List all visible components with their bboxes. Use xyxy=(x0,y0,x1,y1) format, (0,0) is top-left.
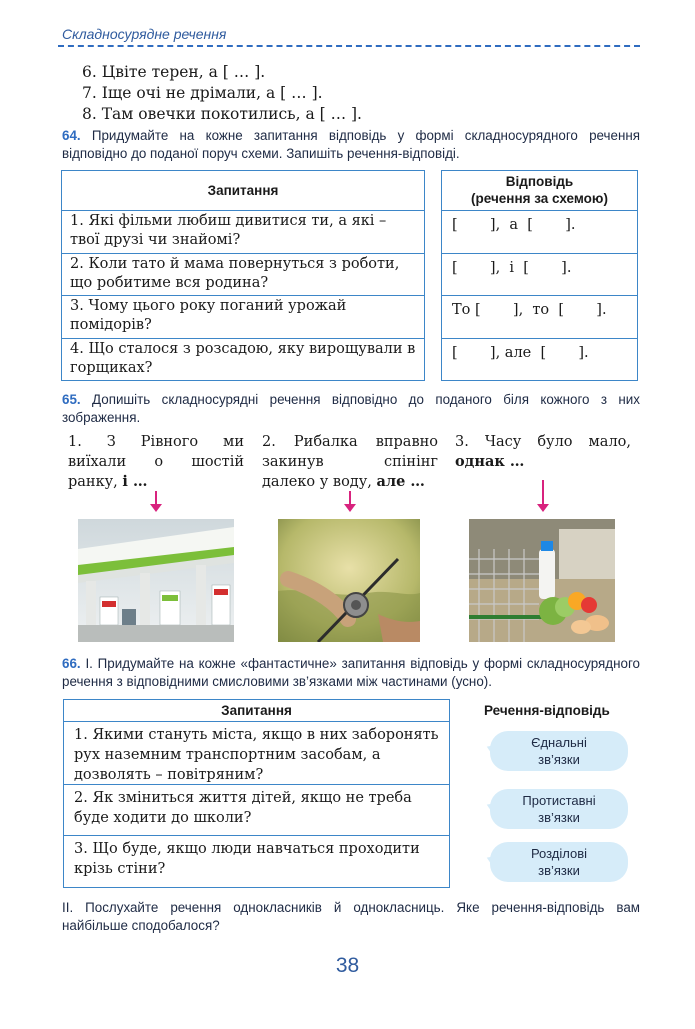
list-item: 6. Цвіте терен, а [ … ]. xyxy=(82,63,266,81)
task-64-instruction xyxy=(62,127,640,163)
task-64-answers-table xyxy=(441,170,638,381)
bubble-line: Єднальні xyxy=(531,735,587,750)
bubble-line: зв’язки xyxy=(538,752,580,767)
shopping-cart-image xyxy=(469,519,615,642)
speech-bubble xyxy=(490,789,628,829)
bubble-line: Розділові xyxy=(530,846,588,861)
bubble-line: Протиставні xyxy=(522,793,596,808)
task-number: 64. xyxy=(62,128,81,143)
fishing-image xyxy=(278,519,420,642)
table-row: 2. Як зміниться життя дітей, якщо не треба буде ходити до школи? xyxy=(64,785,449,836)
table-header: Запитання xyxy=(64,700,449,722)
sentence-text: 3. Часу було мало, xyxy=(455,434,631,450)
sentence-3 xyxy=(455,432,631,472)
previous-exercise-list xyxy=(82,62,362,125)
scheme-row: [ ], і [ ]. xyxy=(442,254,637,297)
task-65-instruction xyxy=(62,391,640,427)
table-row: 1. Які фільми любиш дивитися ти, а які – твої друзі чи знайомі? xyxy=(62,211,424,254)
sentence-2 xyxy=(262,432,438,492)
list-item: 8. Там овечки покотились, а [ … ]. xyxy=(82,105,362,123)
scheme-row: [ ], але [ ]. xyxy=(452,344,589,361)
down-arrow-icon xyxy=(155,491,157,505)
task-66-instruction xyxy=(62,655,640,691)
answer-header-title: Відповідь xyxy=(505,174,574,189)
answer-header-subtitle: (речення за схемою) xyxy=(471,191,608,206)
task-number: 66. xyxy=(62,656,81,671)
table-header: Запитання xyxy=(62,171,424,211)
task-text: Придумайте на кожне запитання відповідь у формі складносурядного речення відповідно до поданої поруч схеми. Запишіть речення-відповіді. xyxy=(62,128,640,161)
task-66-part-2: ІІ. Послухайте речення однокласників й однокласниць. Яке речення-відповідь вам найбільше сподобалося? xyxy=(62,900,640,933)
table-row: 4. Що сталося з розсадою, яку вирощували в горщиках? xyxy=(70,340,416,376)
task-text: І. Придумайте на кожне «фантастичне» запитання відповідь у формі складносурядного речення з відповідними смисловими зв’язками між частинами (усно). xyxy=(62,656,640,689)
scheme-row: То [ ], то [ ]. xyxy=(442,296,637,339)
bubble-line: зв’язки xyxy=(538,863,580,878)
table-row: 1. Якими стануть міста, якщо в них заборонять рух наземним транспортним засобам, а дозволять – повітряним? xyxy=(64,722,449,785)
task-66-questions-table xyxy=(63,699,450,888)
speech-bubble xyxy=(490,842,628,882)
down-arrow-icon xyxy=(349,491,351,505)
sentence-text: 1. З Рівного ми виїхали о шостій ранку, xyxy=(68,434,244,490)
sentence-conjunction: але … xyxy=(376,473,425,490)
sentence-conjunction: однак … xyxy=(455,453,525,470)
gas-station-image xyxy=(78,519,234,642)
bubble-line: зв’язки xyxy=(538,810,580,825)
sentence-text: 2. Рибалка вправно закинув спінінг далеко у воду, xyxy=(262,434,438,490)
down-arrow-icon xyxy=(542,480,544,505)
answer-header: Речення-відповідь xyxy=(484,703,610,718)
header-rule xyxy=(58,45,640,47)
scheme-row: [ ], а [ ]. xyxy=(442,211,637,254)
page-number: 38 xyxy=(335,954,360,977)
task-64-questions-table xyxy=(61,170,425,381)
running-head: Складносурядне речення xyxy=(62,26,227,42)
list-item: 7. Іще очі не дрімали, а [ … ]. xyxy=(82,84,323,102)
table-row: 2. Коли тато й мама повернуться з роботи, що робитиме вся родина? xyxy=(62,254,424,297)
sentence-conjunction: і … xyxy=(122,473,148,490)
speech-bubble xyxy=(490,731,628,771)
table-row: 3. Що буде, якщо люди навчаться проходити крізь стіни? xyxy=(74,841,420,877)
task-text: Допишіть складносурядні речення відповідно до поданого біля кожного з них зображення. xyxy=(62,392,640,425)
sentence-1 xyxy=(68,432,244,492)
table-header xyxy=(442,171,637,211)
table-row: 3. Чому цього року поганий урожай помідорів? xyxy=(62,296,424,339)
task-number: 65. xyxy=(62,392,81,407)
